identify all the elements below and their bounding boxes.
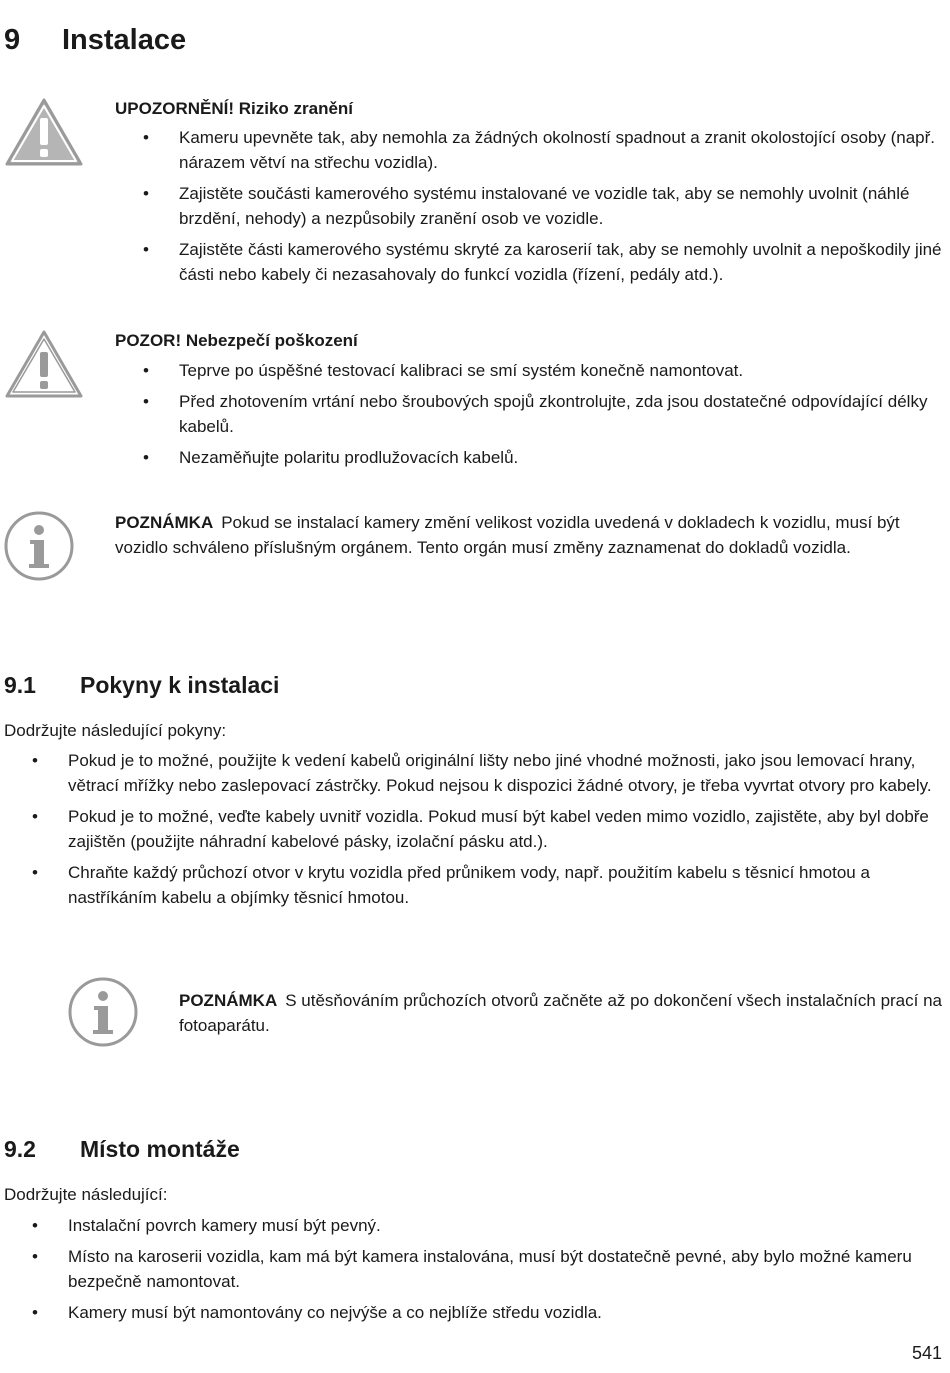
section-title: Místo montáže xyxy=(80,1136,240,1162)
section-number: 9.2 xyxy=(4,1136,36,1162)
warning-triangle-filled-icon xyxy=(3,96,85,175)
note-label: POZNÁMKA xyxy=(179,991,278,1010)
list-item: • Teprve po úspěšné testovací kalibraci se smí systém konečně namontovat. xyxy=(179,358,943,383)
warning-triangle-outline-icon xyxy=(3,328,85,407)
caution-list xyxy=(179,358,943,476)
list-item: • Zajistěte součásti kamerového systému instalované ve vozidle tak, aby se nemohly uvolnit (náhlé brzdění, nehody) a nezpůsobily zranění osob ve vozidle. xyxy=(179,181,943,231)
list-item: • Pokud je to možné, použijte k vedení kabelů originální lišty nebo jiné vhodné možnosti, jako jsou lemovací hrany, větrací mřížky nebo zaslepovací zástrčky. Pokud nejsou k dispozici žádné otvory, je třeba vyvrtat otvory pro kabely. xyxy=(68,748,943,798)
list-item: • Kamery musí být namontovány co nejvýše a co nejblíže středu vozidla. xyxy=(68,1300,943,1325)
chapter-heading xyxy=(4,23,186,57)
caution-title: POZOR! Nebezpečí poškození xyxy=(115,331,358,350)
section-intro: Dodržujte následující: xyxy=(4,1185,168,1204)
note-text: Pokud se instalací kamery změní velikost vozidla uvedená v dokladech k vozidlu, musí být vozidlo schváleno příslušným orgánem. Tento orgán musí změny zaznamenat do dokladů vozidla. xyxy=(115,513,900,557)
note-2 xyxy=(179,988,943,1038)
list-item: • Instalační povrch kamery musí být pevný. xyxy=(68,1213,943,1238)
note-1 xyxy=(115,510,943,560)
note-text: S utěsňováním průchozích otvorů začněte až po dokončení všech instalačních prací na fotoaparátu. xyxy=(179,991,942,1035)
section-number: 9.1 xyxy=(4,672,36,698)
list-item: • Místo na karoserii vozidla, kam má být kamera instalována, musí být dostatečně pevné, aby bylo možné kameru bezpečně namontovat. xyxy=(68,1244,943,1294)
list-item: • Chraňte každý průchozí otvor v krytu vozidla před průnikem vody, např. použitím kabelu s těsnicí hmotou a nastříkáním kabelu a objímky těsnicí hmotou. xyxy=(68,860,943,910)
note-label: POZNÁMKA xyxy=(115,513,214,532)
section-intro: Dodržujte následující pokyny: xyxy=(4,721,227,740)
section-1-list xyxy=(68,748,943,916)
list-item: • Nezaměňujte polaritu prodlužovacích kabelů. xyxy=(179,445,943,470)
list-item: • Zajistěte části kamerového systému skryté za karoserií tak, aby se nemohly uvolnit a nepoškodily jiné části nebo kabely či nezasahovaly do funkcí vozidla (řízení, pedály atd.). xyxy=(179,237,943,287)
list-item: • Před zhotovením vrtání nebo šroubových spojů zkontrolujte, zda jsou dostatečné odpovídající délky kabelů. xyxy=(179,389,943,439)
page-number: 541 xyxy=(911,1343,942,1363)
section-heading xyxy=(4,670,279,700)
section-heading xyxy=(4,1134,240,1164)
chapter-title: Instalace xyxy=(62,24,187,56)
warning-title: UPOZORNĚNÍ! Riziko zranění xyxy=(115,99,354,118)
section-title: Pokyny k instalaci xyxy=(80,672,280,698)
list-item: • Kameru upevněte tak, aby nemohla za žádných okolností spadnout a zranit okolostojící osoby (např. nárazem větví na střechu vozidla). xyxy=(179,125,943,175)
info-circle-icon xyxy=(3,510,75,589)
chapter-number: 9 xyxy=(4,24,21,56)
info-circle-icon xyxy=(67,976,139,1055)
section-2-list xyxy=(68,1213,943,1331)
warning-list xyxy=(179,125,943,293)
list-item: • Pokud je to možné, veďte kabely uvnitř vozidla. Pokud musí být kabel veden mimo vozidlo, zajistěte, aby byl dobře zajištěn (použijte náhradní kabelové pásky, izolační pásku atd.). xyxy=(68,804,943,854)
